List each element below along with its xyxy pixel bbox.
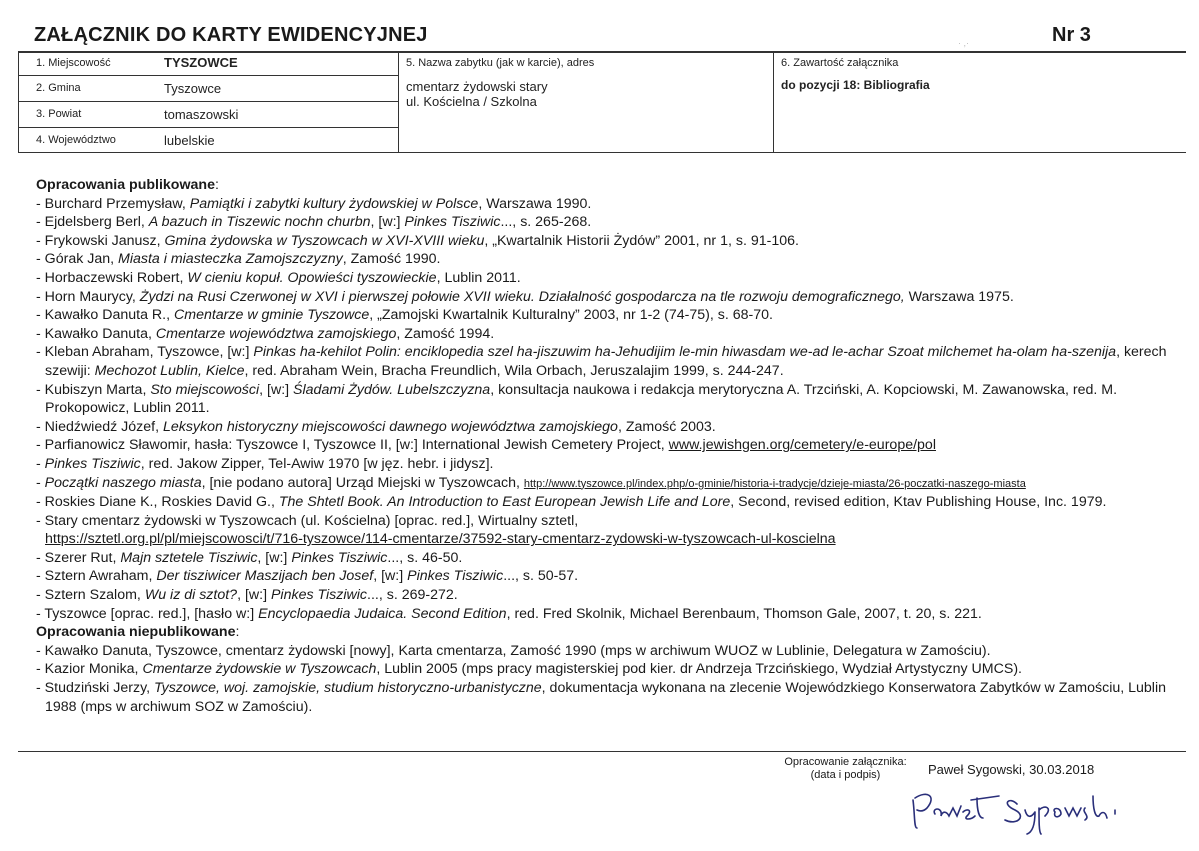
footer-label-line2: (data i podpis) <box>810 769 881 781</box>
entry-text: , konsultacja naukowa i redakcja merytoryczna A. Trzciński, A. Kopciowski, M. Zawanowska, red. M. <box>490 381 1118 398</box>
entry-text: szewiji: <box>45 362 95 379</box>
entry-text: ..., s. 50-57. <box>503 568 579 585</box>
bibliography-entry <box>36 250 1186 269</box>
entry-line <box>36 494 1106 510</box>
entry-title: Pinkes Tisziwic <box>270 587 368 604</box>
entry-text: - Sztern Awraham, <box>36 568 157 585</box>
entry-title: A bazuch in Tiszewic nochn churbn <box>148 214 371 231</box>
bottom-border <box>18 152 1186 153</box>
entry-text: - Sztern Szalom, <box>36 587 145 604</box>
grid-line <box>773 51 774 153</box>
field-label-wojewodztwo: 4. Województwo <box>36 134 116 146</box>
entry-text: - Tyszowce [oprac. red.], [hasło w:] <box>36 605 259 622</box>
attachment-number: Nr 3 <box>1052 24 1091 46</box>
bibliography-entry <box>36 605 1186 624</box>
entry-title: Der tisziwicer Maszijach ben Josef <box>156 568 374 585</box>
entry-text: - Stary cmentarz żydowski w Tyszowcach (ul. Kościelna) [oprac. red.], Wirtualny sztetl, <box>36 512 579 529</box>
entry-text: 1988 (mps w archiwum SOZ w Zamościu). <box>45 698 313 715</box>
entry-text: , Lublin 2005 (mps pracy magisterskiej pod kier. dr Andrzeja Trzcińskiego, Wydział Artystyczny UMCS). <box>376 661 1022 678</box>
entry-text: - Horn Maurycy, <box>36 288 140 305</box>
entry-line <box>36 437 936 453</box>
entry-text: , Warszawa 1990. <box>478 195 592 212</box>
entry-title: Żydzi na Rusi Czerwonej w XVI i pierwszej połowie XVII wieku. Działalność gospodarcza na tle rozwoju demograficznego, <box>139 288 905 305</box>
entry-text: - <box>36 474 45 491</box>
entry-text: , [nie podano autora] Urząd Miejski w Tyszowcach, <box>201 474 524 491</box>
entry-line <box>36 587 458 603</box>
entry-title: W cieniu kopuł. Opowieści tyszowieckie <box>187 269 437 286</box>
entry-line <box>36 606 982 622</box>
entry-text: - Frykowski Janusz, <box>36 232 165 249</box>
entry-title: Tyszowce, woj. zamojskie, studium historyczno-urbanistyczne <box>154 680 542 697</box>
heading-text: Opracowania publikowane <box>36 177 215 193</box>
entry-text: ..., s. 46-50. <box>387 549 463 566</box>
bibliography <box>36 176 1186 716</box>
entry-line <box>36 270 521 286</box>
bibliography-entry <box>36 549 1186 568</box>
entry-text: - <box>36 455 45 472</box>
bibliography-entry <box>36 512 1186 549</box>
entry-title: Cmentarze w gminie Tyszowce <box>174 307 370 324</box>
entry-line <box>36 196 591 212</box>
grid-line <box>18 75 398 76</box>
field-value-miejscowosc: TYSZOWCE <box>164 55 238 70</box>
entry-line <box>36 568 578 584</box>
entry-line <box>36 680 1166 696</box>
entry-text: , red. Fred Skolnik, Michael Berenbaum, Thomson Gale, 2007, t. 20, s. 221. <box>506 605 982 622</box>
field-value-zawartosc: do pozycji 18: Bibliografia <box>781 78 930 92</box>
entry-text: - Niedźwiedź Józef, <box>36 418 163 435</box>
field-label-miejscowosc: 1. Miejscowość <box>36 57 111 69</box>
field-label-nazwa: 5. Nazwa zabytku (jak w karcie), adres <box>406 57 595 69</box>
entry-text: , [w:] <box>257 549 292 566</box>
bibliography-entry <box>36 381 1186 418</box>
entry-line <box>36 382 1117 398</box>
entry-continuation <box>36 362 1186 381</box>
entry-text: - Kleban Abraham, Tyszowce, [w:] <box>36 344 254 361</box>
entry-text: , [w:] <box>237 587 271 604</box>
bibliography-entry <box>36 232 1186 251</box>
bibliography-entry <box>36 474 1186 494</box>
bibliography-entry <box>36 586 1186 605</box>
entry-title: Pinkas ha-kehilot Polin: enciklopedia szel ha-jiszuwim ha-Jehudijim le-min hiwasdam we-ad le-achar Szoat milchemet ha-olam ha-szenija <box>253 344 1117 361</box>
unpublished-list <box>36 642 1186 716</box>
entry-title: Początki naszego miasta <box>44 474 202 491</box>
entry-title: The Shtetl Book. An Introduction to East European Jewish Life and Lore <box>278 494 731 511</box>
entry-line <box>36 214 591 230</box>
grid-line <box>18 51 19 153</box>
footer-label-line1: Opracowanie załącznika: <box>784 756 907 768</box>
entry-text: , Lublin 2011. <box>436 269 521 286</box>
entry-title: Pamiątki i zabytki kultury żydowskiej w Polsce <box>189 195 479 212</box>
grid-line <box>398 51 399 153</box>
entry-title: Majn sztetele Tisziwic <box>120 549 258 566</box>
entry-text: ..., s. 265-268. <box>500 214 592 231</box>
footer-label <box>783 756 908 782</box>
entry-text: - Kazior Monika, <box>36 661 143 678</box>
entry-line <box>36 251 441 267</box>
entry-text: , [w:] <box>373 568 408 585</box>
entry-line <box>36 233 799 249</box>
entry-text: , kerech <box>1116 344 1167 361</box>
entry-text: , red. Jakow Zipper, Tel-Awiw 1970 [w jęz. hebr. i jidysz]. <box>140 455 494 472</box>
entry-text: - Górak Jan, <box>36 251 119 268</box>
entry-text: , Zamość 1994. <box>396 325 495 342</box>
bibliography-entry <box>36 679 1186 716</box>
entry-text: , red. Abraham Wein, Bracha Freundlich, Wila Orbach, Jeruszalajim 1999, s. 244-247. <box>244 362 784 379</box>
entry-text: , „Zamojski Kwartalnik Kulturalny” 2003, nr 1-2 (74-75), s. 68-70. <box>369 307 773 324</box>
field-value-gmina: Tyszowce <box>164 81 222 96</box>
entry-line <box>36 643 991 659</box>
grid-line <box>18 127 398 128</box>
scan-mark: · ,· <box>958 38 969 48</box>
entry-text: Warszawa 1975. <box>904 288 1014 305</box>
bibliography-entry <box>36 195 1186 214</box>
entry-line <box>36 550 462 566</box>
entry-title: Cmentarze województwa zamojskiego <box>155 325 397 342</box>
field-value-powiat: tomaszowski <box>164 107 239 122</box>
entry-title: Gmina żydowska w Tyszowcach w XVI-XVIII wieku <box>164 232 485 249</box>
field-value-nazwa-line2: ul. Kościelna / Szkolna <box>406 94 537 109</box>
entry-line <box>36 289 1014 305</box>
field-label-gmina: 2. Gmina <box>36 82 81 94</box>
entry-title: Encyclopaedia Judaica. Second Edition <box>258 605 507 622</box>
bibliography-entry <box>36 269 1186 288</box>
entry-line <box>36 326 494 342</box>
bibliography-entry <box>36 418 1186 437</box>
entry-text: - Kawałko Danuta, Tyszowce, cmentarz żydowski [nowy], Karta cmentarza, Zamość 1990 (mps w archiwum WUOZ w Lublinie, Delegatura w Zamościu). <box>36 642 991 659</box>
entry-text: - Kawałko Danuta, <box>36 325 156 342</box>
entry-continuation <box>36 399 1186 418</box>
bibliography-entry <box>36 343 1186 380</box>
entry-link[interactable]: http://www.tyszowce.pl/index.php/o-gminie/historia-i-tradycje/dzieje-miasta/26-poczatki-naszego-miasta <box>523 477 1026 490</box>
section-heading-published: Opracowania publikowane: <box>36 177 219 193</box>
footer-divider <box>18 751 1186 752</box>
bibliography-entry <box>36 306 1186 325</box>
bibliography-entry <box>36 213 1186 232</box>
entry-text: , [w:] <box>370 214 405 231</box>
field-label-powiat: 3. Powiat <box>36 108 82 120</box>
entry-text: - Burchard Przemysław, <box>36 195 190 212</box>
entry-line <box>36 344 1167 360</box>
field-value-wojewodztwo: lubelskie <box>164 133 215 148</box>
entry-text: , „Kwartalnik Historii Żydów” 2001, nr 1, s. 91-106. <box>484 232 799 249</box>
entry-text: - Szerer Rut, <box>36 549 121 566</box>
document-title: ZAŁĄCZNIK DO KARTY EWIDENCYJNEJ <box>34 24 428 46</box>
entry-text: - Parfianowicz Sławomir, hasła: Tyszowce I, Tyszowce II, [w:] International Jewish Cemetery Project, <box>36 437 669 454</box>
entry-link[interactable]: https://sztetl.org.pl/pl/miejscowosci/t/716-tyszowce/114-cmentarze/37592-stary-cmentarz-zydowski-w-tyszowcach-ul-koscielna <box>45 531 836 548</box>
entry-line <box>36 419 716 435</box>
field-value-nazwa-line1: cmentarz żydowski stary <box>406 79 548 94</box>
footer-author-date: Paweł Sygowski, 30.03.2018 <box>928 762 1095 777</box>
entry-text: Prokopowicz, Lublin 2011. <box>45 400 210 417</box>
heading-text: Opracowania niepublikowane <box>36 624 236 641</box>
grid-line <box>18 101 398 102</box>
entry-continuation <box>36 698 1186 717</box>
entry-title: Pinkes Tisziwic <box>291 549 388 566</box>
entry-text: - Studziński Jerzy, <box>36 680 154 697</box>
entry-title: Cmentarze żydowskie w Tyszowcach <box>142 661 377 678</box>
entry-text: - Kawałko Danuta R., <box>36 307 174 324</box>
bibliography-entry <box>36 455 1186 474</box>
top-border <box>18 51 1186 53</box>
entry-title: Pinkes Tisziwic <box>407 568 504 585</box>
entry-line <box>36 513 578 529</box>
entry-line <box>36 475 1026 491</box>
entry-text: , Second, revised edition, Ktav Publishing House, Inc. 1979. <box>730 494 1107 511</box>
entry-title: Sto miejscowości <box>150 381 260 398</box>
entry-text: , Zamość 1990. <box>342 251 441 268</box>
entry-title: Mechozot Lublin, Kielce <box>94 362 245 379</box>
bibliography-entry <box>36 567 1186 586</box>
bibliography-entry <box>36 642 1186 661</box>
entry-title: Pinkes Tisziwic <box>404 214 501 231</box>
entry-continuation <box>36 530 1186 549</box>
entry-text: , dokumentacja wykonana na zlecenie Wojewódzkiego Konserwatora Zabytków w Zamościu, Lublin <box>541 680 1166 697</box>
entry-title: Wu iz di sztot? <box>144 587 238 604</box>
bibliography-entry <box>36 660 1186 679</box>
section-heading-unpublished: Opracowania niepublikowane: <box>36 624 240 641</box>
entry-text: - Ejdelsberg Berl, <box>36 214 149 231</box>
entry-title: Miasta i miasteczka Zamojszczyzny <box>118 251 343 268</box>
entry-text: ..., s. 269-272. <box>367 587 458 604</box>
published-list <box>36 195 1186 624</box>
entry-line <box>36 456 493 472</box>
entry-title: Pinkes Tisziwic <box>44 455 141 472</box>
entry-link[interactable]: www.jewishgen.org/cemetery/e-europe/pol <box>668 437 936 454</box>
entry-title: Leksykon historyczny miejscowości dawnego województwa zamojskiego <box>162 418 618 435</box>
bibliography-entry <box>36 493 1186 512</box>
field-label-zawartosc: 6. Zawartość załącznika <box>781 57 899 69</box>
entry-text: - Kubiszyn Marta, <box>36 381 151 398</box>
bibliography-entry <box>36 288 1186 307</box>
entry-text: , Zamość 2003. <box>617 418 716 435</box>
entry-text: , [w:] <box>259 381 294 398</box>
entry-text: - Roskies Diane K., Roskies David G., <box>36 494 279 511</box>
bibliography-entry <box>36 325 1186 344</box>
bibliography-entry <box>36 436 1186 455</box>
entry-line <box>36 307 773 323</box>
entry-title: Śladami Żydów. Lubelszczyzna <box>293 381 491 398</box>
handwritten-signature <box>905 778 1135 843</box>
entry-text: - Horbaczewski Robert, <box>36 269 188 286</box>
entry-line <box>36 661 1022 677</box>
